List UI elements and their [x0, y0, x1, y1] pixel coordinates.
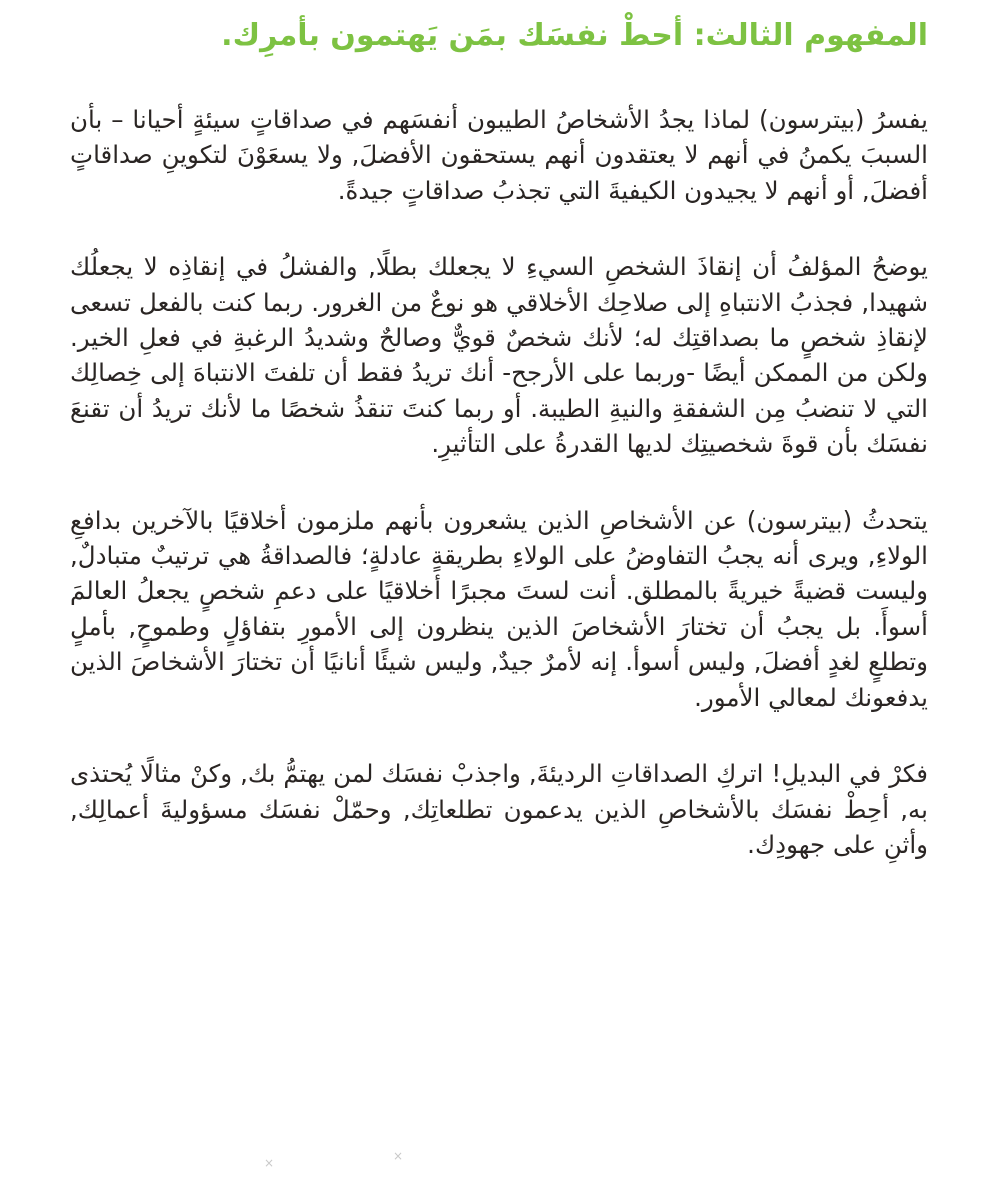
- section-heading: المفهوم الثالث: أحطْ نفسَك بمَن يَهتمون بأمرِك.: [221, 18, 928, 53]
- document-body: [70, 102, 928, 862]
- crop-mark: ×: [393, 1149, 404, 1163]
- paragraph-4: فكرْ في البديلِ! اتركِ الصداقاتِ الرديئةَ, واجذبْ نفسَك لمن يهتمُّ بك, وكنْ مثالًا يُحتذى به, أحِطْ نفسَك بالأشخاصِ الذين يدعمون تطلعاتِك, وحمّلْ نفسَك مسؤوليةَ أعمالِك, وأثنِ على جهودِك.: [70, 759, 928, 859]
- paragraph-3: يتحدثُ (بيترسون) عن الأشخاصِ الذين يشعرون بأنهم ملزمون أخلاقيًا بالآخرين بدافعِ الولاءِ, ويرى أنه يجبُ التفاوضُ على الولاءِ بطريقةٍ عادلةٍ؛ فالصداقةُ هي ترتيبٌ متبادلٌ, وليست قضيةً خيريةً بالمطلق. أنت لستَ مجبرًا أخلاقيًا على دعمِ شخصٍ يجعلُ العالمَ أسوأَ. بل يجبُ أن تختارَ الأشخاصَ الذين ينظرون إلى الأمورِ بتفاؤلٍ وطموحٍ, بأملٍ وتطلعٍ لغدٍ أفضلَ, وليس أسوأ. إنه لأمرٌ جيدٌ, وليس شيئًا أنانيًا أن تختارَ الأشخاصَ الذين يدفعونك لمعالي الأمور.: [70, 505, 928, 712]
- paragraph-2: يوضحُ المؤلفُ أن إنقاذَ الشخصِ السيءِ لا يجعلك بطلًا, والفشلُ في إنقاذِه لا يجعلُك شهيدا, فجذبُ الانتباهِ إلى صلاحِك الأخلاقي هو نوعٌ من الغرور. ربما كنت بالفعل تسعى لإنقاذِ شخصٍ ما بصداقتِك له؛ لأنك شخصٌ قويٌّ وصالحٌ وشديدُ الرغبةِ في فعلِ الخير. ولكن من الممكن أيضًا -وربما على الأرجح- أنك تريدُ فقط أن تلفتَ الانتباهَ إلى خِصالِك التي لا تنضبُ مِن الشفقةِ والنيةِ الطيبة. أو ربما كنتَ تنقذُ شخصًا ما لأنك تريدُ أن تقنعَ نفسَك بأن قوةَ شخصيتِك لديها القدرةُ على التأثيرِ.: [70, 252, 928, 459]
- paragraph-1: يفسرُ (بيترسون) لماذا يجدُ الأشخاصُ الطيبون أنفسَهم في صداقاتٍ سيئةٍ أحيانا – بأن السببَ يكمنُ في أنهم لا يعتقدون أنهم يستحقون الأفضلَ, ولا يسعَوْنَ لتكوينِ صداقاتٍ أفضلَ, أو أنهم لا يجيدون الكيفيةَ التي تجذبُ صداقاتٍ جيدةً.: [70, 105, 928, 205]
- crop-mark: ×: [264, 1156, 275, 1170]
